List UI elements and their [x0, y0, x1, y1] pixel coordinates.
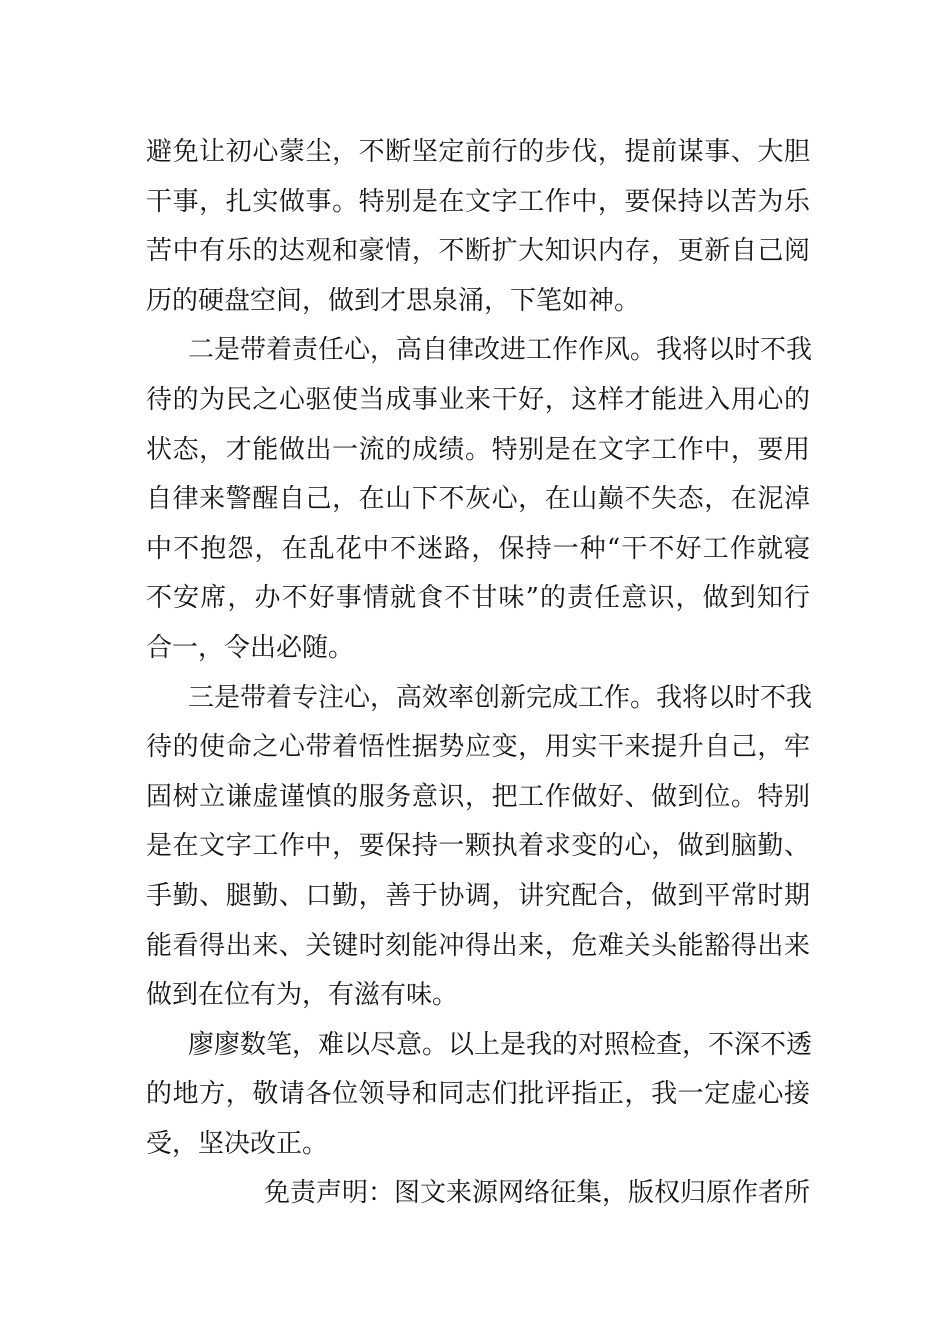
paragraph-line: 能看得出来、关键时刻能冲得出来，危难关头能豁得出来 — [146, 930, 810, 961]
paragraph-line: 避免让初心蒙尘，不断坚定前行的步伐，提前谋事、大胆 — [146, 137, 810, 167]
paragraph-line: 廖廖数笔，难以尽意。以上是我的对照检查，不深不透 — [188, 1029, 813, 1060]
paragraph-line: 状态，才能做出一流的成绩。特别是在文字工作中，要用 — [146, 434, 810, 465]
document-body — [146, 128, 813, 1219]
paragraph-line: 手勤、腿勤、口勤，善于协调，讲究配合，做到平常时期 — [146, 880, 810, 911]
disclaimer-text: 免责声明：图文来源网络征集，版权归原作者所 — [263, 1178, 810, 1209]
paragraph-line: 是在文字工作中，要保持一颗执着求变的心，做到脑勤、 — [146, 831, 810, 862]
paragraph-continuation — [146, 128, 810, 326]
paragraph-line: 中不抱怨，在乱花中不迷路，保持一种“干不好工作就寝 — [146, 533, 810, 564]
paragraph-line: 历的硬盘空间，做到才思泉涌，下笔如神。 — [146, 285, 641, 316]
paragraph-line: 的地方，敬请各位领导和同志们批评指正，我一定虚心接 — [146, 1079, 810, 1110]
paragraph-line: 干事，扎实做事。特别是在文字工作中，要保持以苦为乐 — [146, 186, 810, 217]
paragraph-line: 三是带着专注心，高效率创新完成工作。我将以时不我 — [188, 682, 813, 713]
paragraph-line: 苦中有乐的达观和豪情，不断扩大知识内存，更新自己阅 — [146, 236, 810, 267]
paragraph-line: 合一，令出必随。 — [146, 632, 355, 663]
paragraph-line: 做到在位有为，有滋有味。 — [146, 980, 459, 1011]
paragraph-line: 二是带着责任心，高自律改进工作作风。我将以时不我 — [188, 335, 813, 366]
paragraph-line: 自律来警醒自己，在山下不灰心，在山巅不失态，在泥淖 — [146, 484, 810, 515]
paragraph-point-two — [146, 326, 813, 673]
paragraph-closing — [146, 1021, 813, 1170]
paragraph-line: 受，坚决改正。 — [146, 1128, 329, 1159]
paragraph-line: 不安席，办不好事情就食不甘味”的责任意识，做到知行 — [146, 583, 810, 614]
paragraph-line: 待的使命之心带着悟性据势应变，用实干来提升自己，牢 — [146, 732, 810, 763]
paragraph-point-three — [146, 674, 813, 1021]
paragraph-line: 待的为民之心驱使当成事业来干好，这样才能进入用心的 — [146, 384, 810, 415]
paragraph-line: 固树立谦虚谨慎的服务意识，把工作做好、做到位。特别 — [146, 781, 810, 812]
